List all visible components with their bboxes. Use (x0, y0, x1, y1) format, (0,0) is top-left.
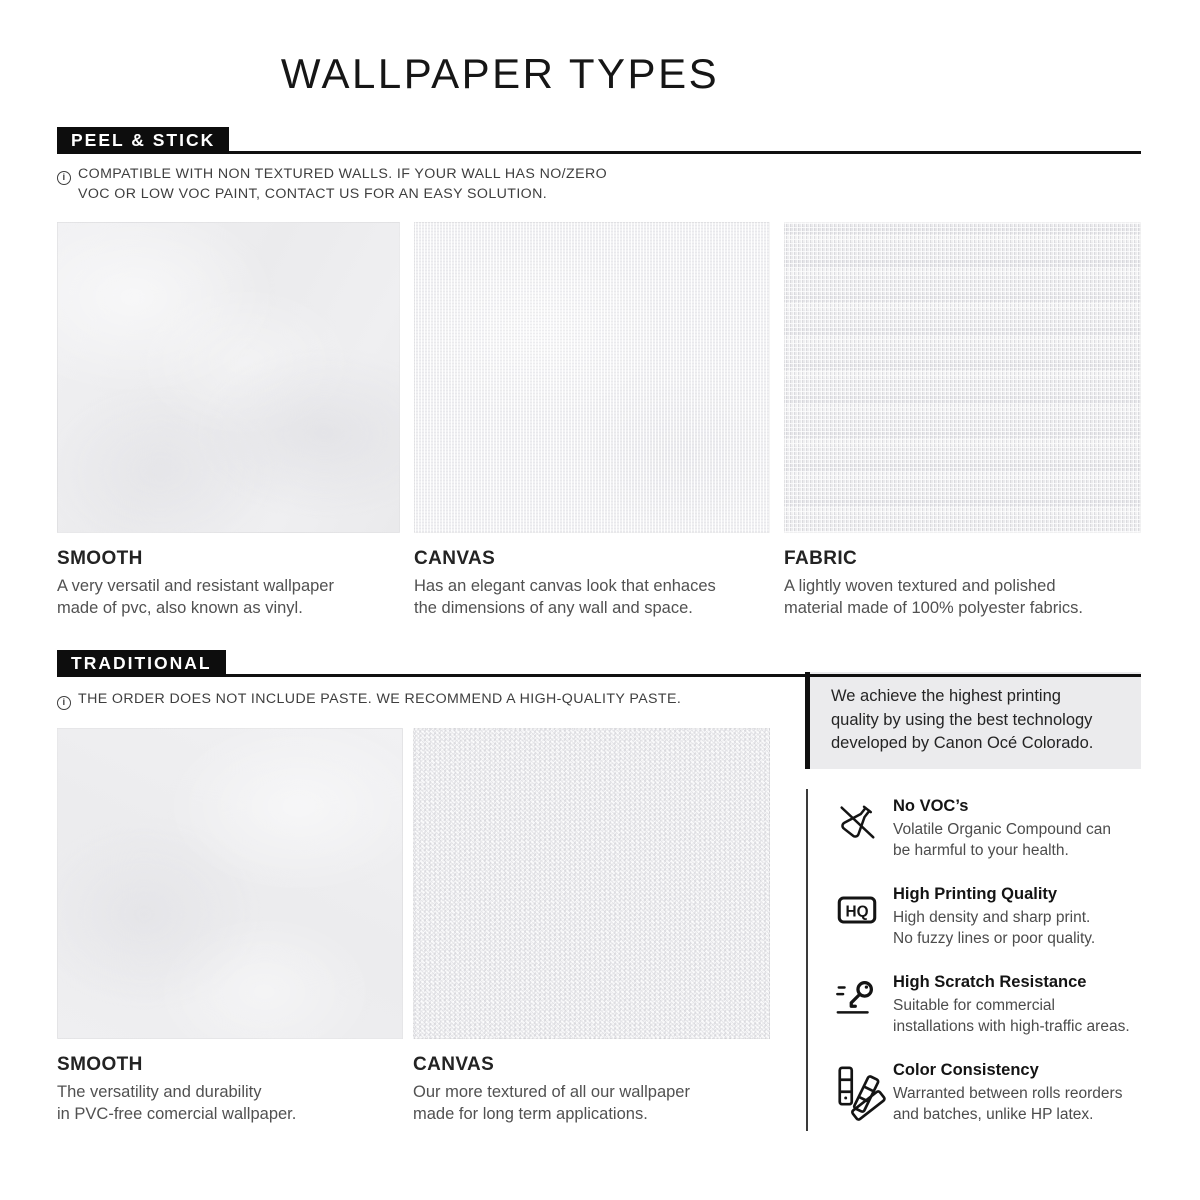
note-line: THE ORDER DOES NOT INCLUDE PASTE. WE RECOMMEND A HIGH-QUALITY PASTE. (78, 691, 682, 707)
svg-text:HQ: HQ (845, 903, 869, 921)
swatch-description (784, 575, 1141, 619)
smooth-vinyl-swatch (57, 222, 400, 533)
note-line: VOC OR LOW VOC PAINT, CONTACT US FOR AN EASY SOLUTION. (78, 185, 548, 202)
peel-stick-swatch-row (57, 222, 1141, 619)
feature-description (893, 995, 1130, 1037)
woven-fabric-swatch (784, 222, 1141, 533)
feature-title: High Printing Quality (893, 885, 1058, 903)
no-voc-flask-icon (834, 799, 880, 845)
traditional-note (57, 690, 681, 710)
desc-line: be harmful to your health. (893, 842, 1069, 859)
desc-line: Our more textured of all our wallpaper (413, 1083, 690, 1101)
desc-line: Warranted between rolls reorders (893, 1085, 1123, 1102)
desc-line: installations with high-traffic areas. (893, 1018, 1130, 1035)
feature-text (893, 1061, 1122, 1125)
swatch-name: SMOOTH (57, 548, 143, 569)
desc-line: made of pvc, also known as vinyl. (57, 599, 303, 617)
feature-no-voc (834, 797, 1158, 861)
traditional-swatch-row (57, 728, 770, 1125)
feature-description (893, 1083, 1122, 1125)
feature-description (893, 907, 1095, 949)
smooth-paper-swatch (57, 728, 403, 1039)
feature-list (806, 789, 1158, 1131)
feature-color-consistency (834, 1061, 1158, 1125)
section-badge-traditional: TRADITIONAL (57, 650, 226, 677)
desc-line: Has an elegant canvas look that enhaces (414, 577, 716, 595)
callout-line: developed by Canon Océ Colorado. (831, 734, 1094, 752)
swatch-cell-smooth (57, 728, 403, 1125)
desc-line: Volatile Organic Compound can (893, 821, 1111, 838)
swatch-name: CANVAS (414, 548, 496, 569)
printing-quality-callout (805, 672, 1141, 769)
desc-line: A very versatil and resistant wallpaper (57, 577, 334, 595)
note-line: COMPATIBLE WITH NON TEXTURED WALLS. IF YOUR WALL HAS NO/ZERO (78, 166, 608, 182)
hq-badge-icon (834, 887, 880, 933)
swatch-description (414, 575, 770, 619)
desc-line: Suitable for commercial (893, 997, 1055, 1014)
info-icon: i (57, 171, 71, 185)
swatch-name: FABRIC (784, 548, 858, 569)
feature-title: High Scratch Resistance (893, 973, 1087, 991)
swatch-cell-smooth (57, 222, 400, 619)
callout-line: quality by using the best technology (831, 710, 1093, 729)
feature-text (893, 973, 1130, 1037)
desc-line: No fuzzy lines or poor quality. (893, 930, 1096, 947)
swatch-cell-canvas (414, 222, 770, 619)
swatch-description (413, 1081, 770, 1125)
swatch-description (57, 1081, 403, 1125)
desc-line: the dimensions of any wall and space. (414, 599, 693, 617)
swatch-cell-fabric (784, 222, 1141, 619)
fine-canvas-swatch (414, 222, 770, 533)
peel-stick-note (57, 165, 607, 204)
section-badge-peel-and-stick: PEEL & STICK (57, 127, 229, 154)
feature-description (893, 819, 1111, 861)
desc-line: made for long term applications. (413, 1105, 648, 1123)
key-scratch-icon (834, 975, 880, 1021)
feature-title: No VOC’s (893, 797, 969, 815)
desc-line: and batches, unlike HP latex. (893, 1106, 1094, 1123)
swatch-description (57, 575, 400, 619)
desc-line: A lightly woven textured and polished (784, 577, 1056, 595)
desc-line: material made of 100% polyester fabrics. (784, 599, 1083, 617)
desc-line: in PVC-free comercial wallpaper. (57, 1105, 297, 1123)
rough-canvas-swatch (413, 728, 770, 1039)
feature-title: Color Consistency (893, 1061, 1039, 1079)
feature-text (893, 797, 1111, 861)
desc-line: High density and sharp print. (893, 909, 1091, 926)
page-title: WALLPAPER TYPES (280, 50, 720, 97)
desc-line: The versatility and durability (57, 1083, 262, 1101)
feature-high-scratch-resistance (834, 973, 1158, 1037)
feature-high-printing-quality (834, 885, 1158, 949)
swatch-name: CANVAS (413, 1054, 495, 1075)
swatch-cell-canvas (413, 728, 770, 1125)
swatch-name: SMOOTH (57, 1054, 143, 1075)
feature-text (893, 885, 1095, 949)
color-swatch-fan-icon (834, 1063, 880, 1109)
info-icon: i (57, 696, 71, 710)
callout-line: We achieve the highest printing (831, 687, 1061, 705)
